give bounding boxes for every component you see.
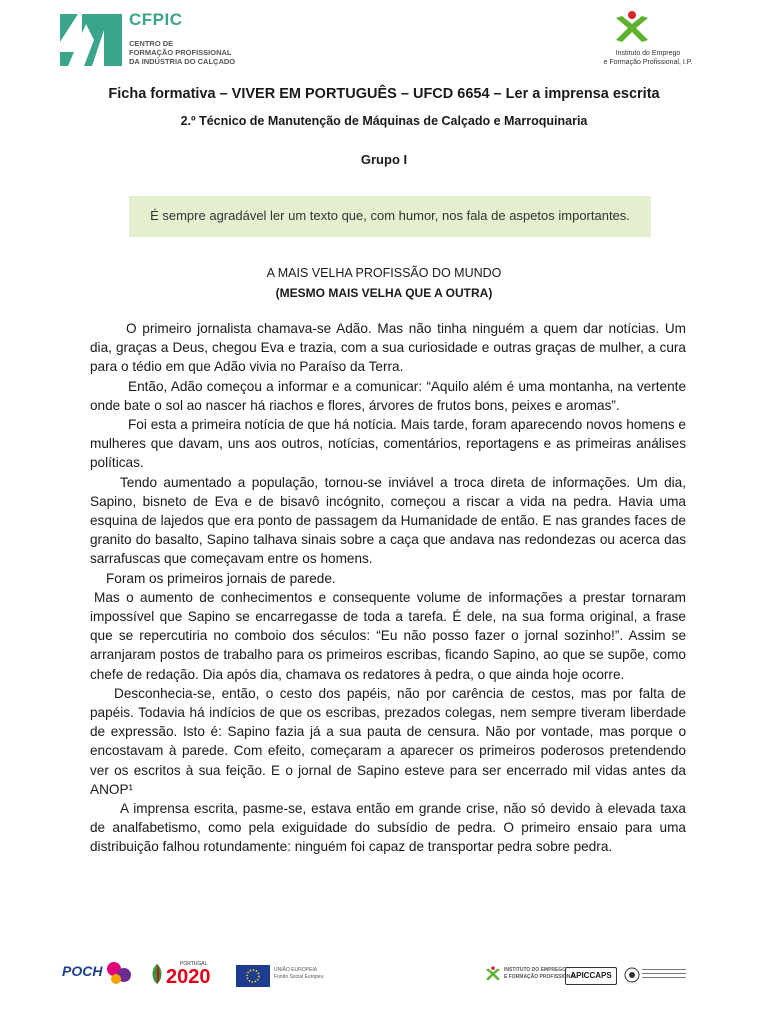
article-paragraph: Desconhecia-se, então, o cesto dos papéis, não por carência de cestos, mas por falta de papéis. Todavia há indícios de que os escribas, prezados colegas, nem sempre tiveram liberdade de expressão. Isto é: Sapino fazia já a sua pauta de censura. Não por vontade, mas porque o encostavam à parede. Com efeito, começaram a aparecer os primeiros poderosos pretendendo ver os escritos à sua feição. E o jornal de Sapino esteve para ser encerrado mil vidas antes da ANOP¹ bbox=[90, 685, 686, 797]
iefp-footer-text: INSTITUTO DO EMPREGO E FORMAÇÃO PROFISSIONAL bbox=[504, 967, 578, 980]
article-paragraph: Foram os primeiros jornais de parede. bbox=[106, 570, 336, 586]
republic-seal-icon bbox=[624, 967, 640, 983]
iefp-logo-text: Instituto do Emprego e Formação Profissional, I.P. bbox=[603, 50, 693, 66]
article-title: A MAIS VELHA PROFISSÃO DO MUNDO bbox=[266, 266, 502, 280]
footer-logos bbox=[0, 955, 768, 995]
document-subtitle: 2.º Técnico de Manutenção de Máquinas de Calçado e Marroquinaria bbox=[180, 114, 588, 128]
article-paragraph: O primeiro jornalista chamava-se Adão. Mas não tinha ninguém a quem dar notícias. Um dia, graças a Deus, chegou Eva e trazia, com a sua curiosidade e outras graças de mulher, a cura para o tédio em que Adão vivia no Paraíso da Terra. bbox=[90, 321, 686, 375]
portugal-2020-icon bbox=[149, 963, 165, 985]
article-paragraph: A imprensa escrita, pasme-se, estava então em grande crise, não só devido à elevada taxa de analfabetismo, como pela exiguidade do subsídio de pedra. O primeiro ensaio para uma distribuição falhou rotundamente: ninguém foi capaz de transportar pedra sobre pedra. bbox=[90, 801, 686, 855]
iefp-logo-icon bbox=[612, 10, 652, 46]
article-paragraph: Então, Adão começou a informar e a comunicar: “Aquilo além é uma montanha, na vertente onde bate o sol ao nascer há riachos e flores, árvores de frutos bons, peixes e aromas”. bbox=[90, 378, 686, 413]
poch-logo: POCH bbox=[62, 963, 103, 979]
cfpic-logo-icon bbox=[58, 12, 124, 68]
eu-flag-icon bbox=[236, 965, 270, 987]
article-paragraph: Mas o aumento de conhecimentos e consequente volume de informações a prestar tornaram impossível que Sapino se encarregasse de toda a tarefa. É dele, na sua forma original, a frase que se repercutiria no comboio dos séculos: “Eu não posso fazer o jornal sozinho!”. Assim se arranjaram postos de trabalho para os primeiros escribas, ficando Sapino, ao que se supõe, como chefe de redação. Dia após dia, chamava os redatores à pedra, o que ainda hoje ocorre. bbox=[90, 589, 686, 682]
group-heading: Grupo I bbox=[360, 152, 408, 167]
article-subtitle: (MESMO MAIS VELHA QUE A OUTRA) bbox=[275, 286, 493, 300]
article-paragraph: Foi esta a primeira notícia de que há notícia. Mais tarde, foram aparecendo novos homens e mulheres que davam, uns aos outros, notícias, comentários, reportagens e as primeiras análises políticas. bbox=[90, 417, 686, 471]
portugal-2020-logo: 2020 bbox=[166, 966, 211, 988]
apiccaps-logo: APICCAPS bbox=[565, 967, 617, 985]
eu-text: UNIÃO EUROPEIA Fundo Social Europeu bbox=[274, 967, 324, 980]
iefp-footer-icon bbox=[484, 965, 502, 983]
poch-swirl-icon bbox=[104, 959, 134, 987]
portugal-label: PORTUGAL bbox=[180, 961, 208, 967]
article-paragraph: Tendo aumentado a população, tornou-se inviável a troca direta de informações. Um dia, Sapino, bisneto de Eva e de bisavô incógnito, começou a riscar a vida na pedra. Havia uma esquina de lajedos que era ponto de passagem da Humanidade de então. E nas grandes faces de granito do basalto, Sapino talhava sinais sobre a caça que andava nas redondezas ou acerca das sarrafuscas que começavam entre os homens. bbox=[90, 474, 686, 567]
article-body bbox=[90, 319, 686, 857]
cfpic-logo-name: CFPIC bbox=[129, 10, 183, 29]
document-title: Ficha formativa – VIVER EM PORTUGUÊS – UFCD 6654 – Ler a imprensa escrita bbox=[108, 86, 660, 102]
republic-lines bbox=[642, 969, 686, 978]
quote-box bbox=[129, 196, 651, 237]
cfpic-logo-subtitle: CENTRO DE FORMAÇÃO PROFISSIONAL DA INDÚSTRIA DO CALÇADO bbox=[129, 39, 236, 66]
quote-text: É sempre agradável ler um texto que, com humor, nos fala de aspetos importantes. bbox=[150, 208, 630, 223]
